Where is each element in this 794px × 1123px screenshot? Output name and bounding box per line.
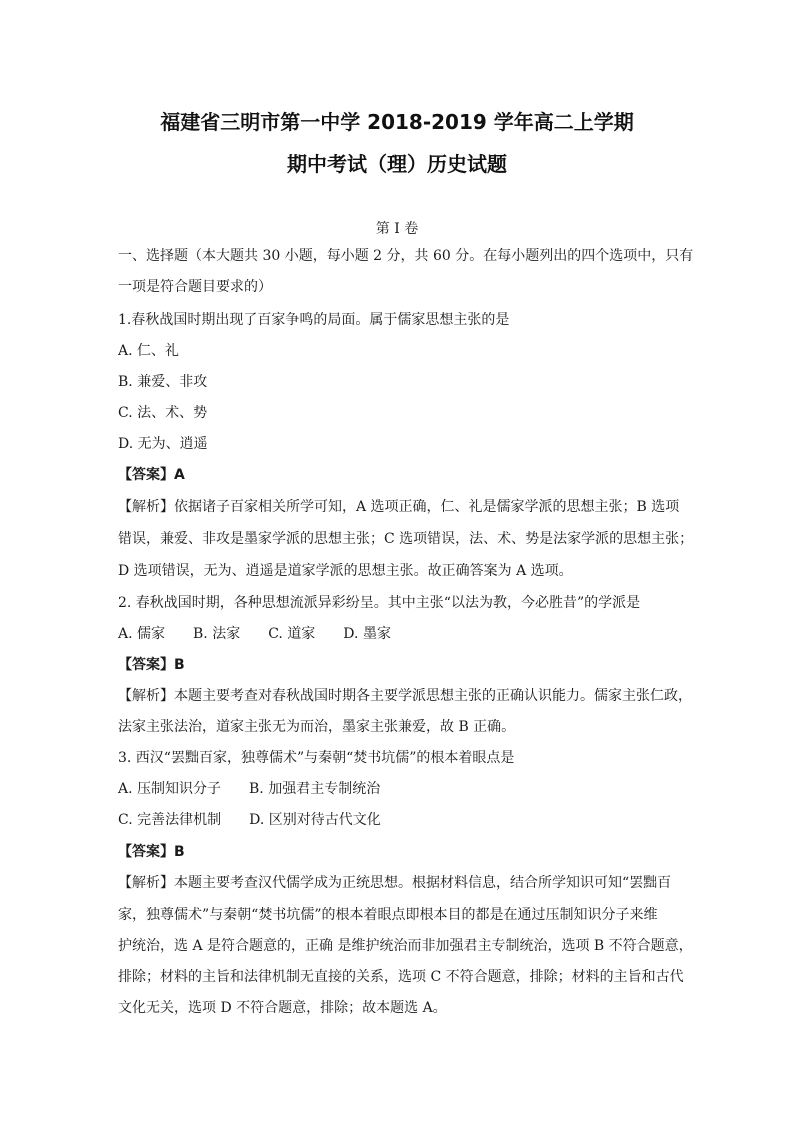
question-1-analysis-line2: 错误，兼爱、非攻是墨家学派的思想主张；C 选项错误，法、术、势是法家学派的思想主张； (118, 531, 694, 547)
question-1-option-b: B. 兼爱、非攻 (118, 374, 208, 390)
question-2-options: A. 儒家 B. 法家 C. 道家 D. 墨家 (118, 626, 391, 642)
question-3-analysis-line3: 护统治，选 A 是符合题意的，正确 是维护统治而非加强君主专制统治，选项 B 不符合题意， (118, 938, 693, 954)
question-3-analysis-line5: 文化无关，选项 D 不符合题意，排除；故本题选 A。 (118, 1000, 447, 1016)
question-1-analysis-line3: D 选项错误，无为、逍遥是道家学派的思想主张。故正确答案为 A 选项。 (118, 563, 573, 579)
question-1-option-c: C. 法、术、势 (118, 405, 208, 421)
question-1-answer: 【答案】A (118, 467, 185, 483)
question-3-analysis-line2: 家，独尊儒术”与秦朝“焚书坑儒”的根本着眼点即根本目的都是在通过压制知识分子来维 (118, 907, 658, 923)
question-3-options-cd: C. 完善法律机制 D. 区别对待古代文化 (118, 812, 381, 828)
page-subtitle: 期中考试（理）历史试题 (287, 152, 507, 176)
section-intro-cont: 一项是符合题目要求的） (118, 279, 272, 295)
volume-heading: 第 I 卷 (375, 221, 419, 237)
page-title: 福建省三明市第一中学 2018-2019 学年高二上学期 (160, 110, 634, 134)
question-1-stem: 1.春秋战国时期出现了百家争鸣的局面。属于儒家思想主张的是 (118, 312, 510, 328)
question-3-answer: 【答案】B (118, 844, 185, 860)
question-3-analysis-line4: 排除；材料的主旨和法律机制无直接的关系，选项 C 不符合题意，排除；材料的主旨和古代 (118, 969, 684, 985)
question-2-answer: 【答案】B (118, 657, 185, 673)
question-3-analysis: 【解析】本题主要考查汉代儒学成为正统思想。根据材料信息，结合所学知识可知“罢黜百 (118, 875, 672, 891)
question-2-analysis: 【解析】本题主要考查对春秋战国时期各主要学派思想主张的正确认识能力。儒家主张仁政， (118, 688, 692, 704)
question-3-stem: 3. 西汉“罢黜百家，独尊儒术”与秦朝“焚书坑儒”的根本着眼点是 (118, 750, 515, 766)
question-3-options-ab: A. 压制知识分子 B. 加强君主专制统治 (118, 781, 381, 797)
question-1-option-a: A. 仁、礼 (118, 343, 180, 359)
question-1-analysis: 【解析】依据诸子百家相关所学可知，A 选项正确，仁、礼是儒家学派的思想主张；B 选项 (118, 499, 680, 515)
section-intro: 一、选择题（本大题共 30 小题，每小题 2 分，共 60 分。在每小题列出的四个选项中，只有 (118, 248, 694, 264)
question-2-stem: 2. 春秋战国时期，各种思想流派异彩纷呈。其中主张“以法为教，今必胜昔”的学派是 (118, 595, 641, 611)
question-2-analysis-line2: 法家主张法治，道家主张无为而治，墨家主张兼爱，故 B 正确。 (118, 719, 516, 735)
question-1-option-d: D. 无为、逍遥 (118, 436, 208, 452)
